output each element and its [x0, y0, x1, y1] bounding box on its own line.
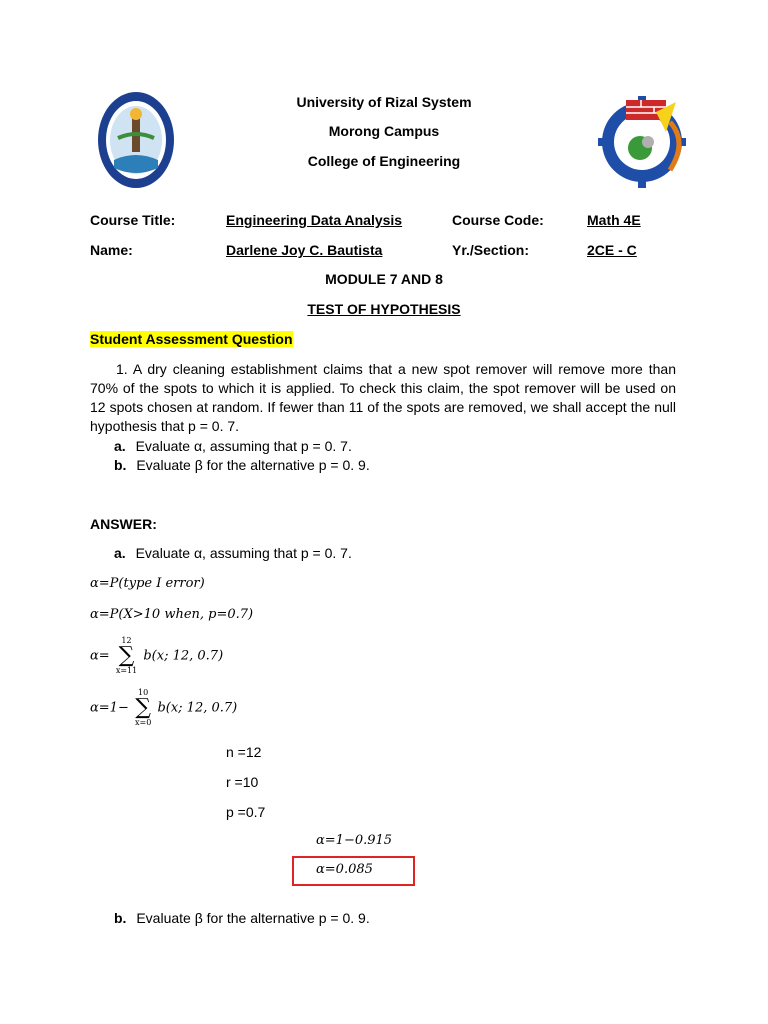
eq2-rhs: )	[248, 607, 254, 622]
eq3-lower-limit: x=11	[115, 666, 138, 675]
question-part-a-label: a.	[114, 438, 126, 454]
eq1-lhs: α=P(	[90, 576, 124, 591]
university-name: University of Rizal System	[296, 94, 472, 110]
equation-alpha-type-error	[90, 576, 205, 591]
eq3-lhs: α=	[90, 648, 110, 664]
eq3-body: b(x; 12, 0.7)	[143, 648, 224, 664]
section-label: Yr./Section:	[452, 242, 530, 258]
question-part-b-label: b.	[114, 457, 127, 473]
n-value: n =12	[226, 744, 262, 760]
eq4-upper-limit: 10	[138, 688, 149, 697]
course-code-value: Math 4E	[587, 212, 641, 228]
assessment-heading	[90, 331, 293, 347]
name-label: Name:	[90, 242, 133, 258]
answer-part-b	[114, 910, 370, 926]
question-part-b-text: Evaluate β for the alternative p = 0. 9.	[136, 457, 370, 473]
campus-name: Morong Campus	[328, 123, 440, 139]
answer-part-a-label: a.	[114, 545, 126, 561]
answer-part-a-text: Evaluate α, assuming that p = 0. 7.	[135, 545, 352, 561]
eq4-body: b(x; 12, 0.7)	[157, 700, 238, 716]
alpha-result: α=0.085	[316, 862, 373, 877]
summation-symbol: 10 ∑ x=0	[134, 688, 152, 727]
answer-part-b-text: Evaluate β for the alternative p = 0. 9.	[136, 910, 370, 926]
module-title: MODULE 7 AND 8	[325, 271, 443, 287]
eq2-body: X>10 when, p=0.7	[123, 607, 249, 622]
name-value: Darlene Joy C. Bautista	[226, 242, 383, 258]
answer-heading: ANSWER:	[90, 516, 157, 532]
question-number: 1.	[116, 361, 128, 377]
course-title-value: Engineering Data Analysis	[226, 212, 403, 228]
answer-part-a	[114, 545, 352, 561]
college-name: College of Engineering	[307, 153, 461, 169]
question-part-b	[114, 457, 370, 473]
eq4-lhs: α=1−	[90, 700, 129, 716]
eq3-upper-limit: 12	[121, 636, 132, 645]
p-value: p =0.7	[226, 804, 266, 820]
assessment-heading-text: Student Assessment Question	[90, 331, 293, 347]
alpha-calculation: α=1−0.915	[316, 833, 393, 848]
question-text: A dry cleaning establishment claims that a new spot remover will remove more than 70% of the spots to which it is applied. To check this claim, the spot remover will be used on 12 spots chosen at random. If fewer than 11 of the spots are removed, we shall accept the null hypothesis that p = 0. 7.	[90, 361, 676, 434]
question-part-a-text: Evaluate α, assuming that p = 0. 7.	[135, 438, 352, 454]
summation-symbol: 12 ∑ x=11	[115, 636, 138, 675]
eq4-lower-limit: x=0	[134, 718, 152, 727]
answer-part-b-label: b.	[114, 910, 127, 926]
equation-alpha-sum	[90, 636, 223, 676]
module-subtitle: TEST OF HYPOTHESIS	[307, 301, 461, 317]
section-value: 2CE - C	[587, 242, 637, 258]
question-part-a	[114, 438, 352, 454]
eq1-rhs: )	[199, 576, 205, 591]
course-title-label: Course Title:	[90, 212, 176, 228]
r-value: r =10	[226, 774, 259, 790]
course-code-label: Course Code:	[452, 212, 544, 228]
equation-alpha-probability	[90, 607, 253, 622]
question-paragraph	[90, 360, 676, 436]
eq1-body: type I error	[123, 576, 200, 591]
eq2-lhs: α=P(	[90, 607, 124, 622]
equation-alpha-complement	[90, 688, 237, 728]
